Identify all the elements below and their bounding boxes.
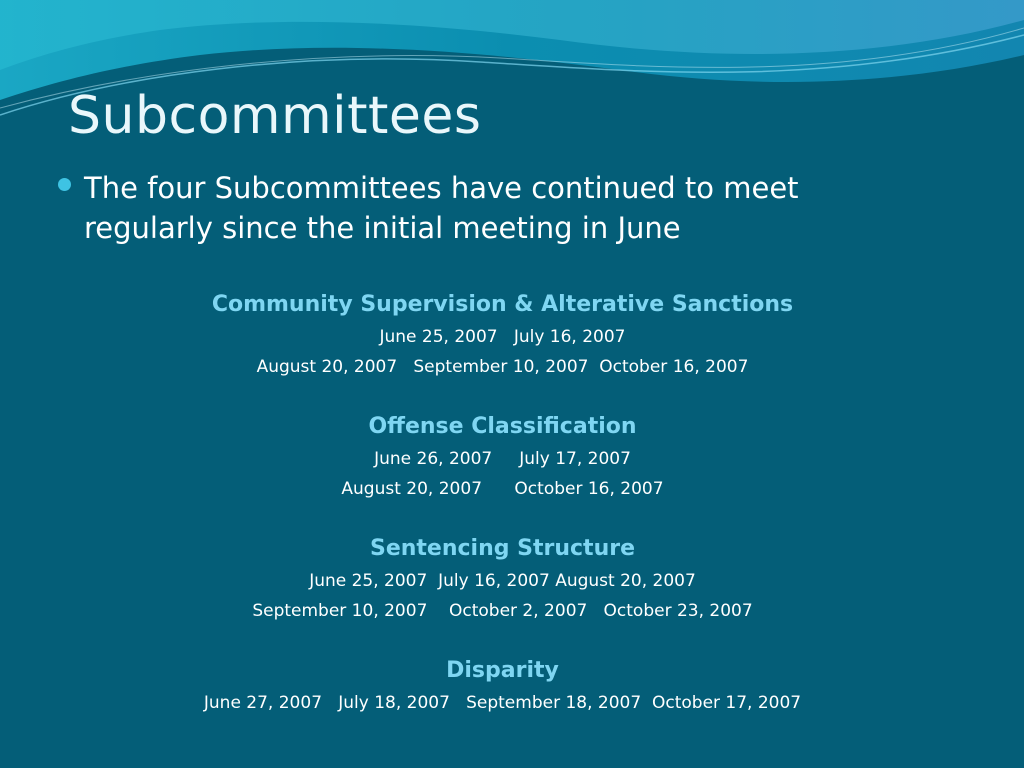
meeting-dates: September 10, 2007 October 2, 2007 October 23, 2007 <box>252 601 753 621</box>
bullet-dot-icon <box>58 178 71 191</box>
subcommittee-list <box>0 288 1005 746</box>
bullet-item <box>56 168 956 248</box>
meeting-dates: June 27, 2007 July 18, 2007 September 18, 2007 October 17, 2007 <box>203 693 802 713</box>
subcommittee-title: Offense Classification <box>368 414 637 439</box>
meeting-dates: June 26, 2007 July 17, 2007 <box>374 449 631 469</box>
slide-title: Subcommittees <box>68 86 482 146</box>
meeting-dates: August 20, 2007 September 10, 2007 October 16, 2007 <box>256 357 749 377</box>
bullet-text: The four Subcommittees have continued to meet regularly since the initial meeting in June <box>84 171 799 245</box>
subcommittee-community-supervision <box>0 288 1005 382</box>
subcommittee-title: Community Supervision & Alterative Sanctions <box>211 292 794 317</box>
subcommittee-sentencing-structure <box>0 532 1005 626</box>
meeting-dates: June 25, 2007 July 16, 2007 <box>379 327 626 347</box>
subcommittee-title: Sentencing Structure <box>369 536 636 561</box>
subcommittee-offense-classification <box>0 410 1005 504</box>
subcommittee-title: Disparity <box>446 658 559 683</box>
meeting-dates: August 20, 2007 October 16, 2007 <box>341 479 664 499</box>
subcommittee-disparity <box>0 654 1005 718</box>
meeting-dates: June 25, 2007 July 16, 2007 August 20, 2007 <box>309 571 696 591</box>
